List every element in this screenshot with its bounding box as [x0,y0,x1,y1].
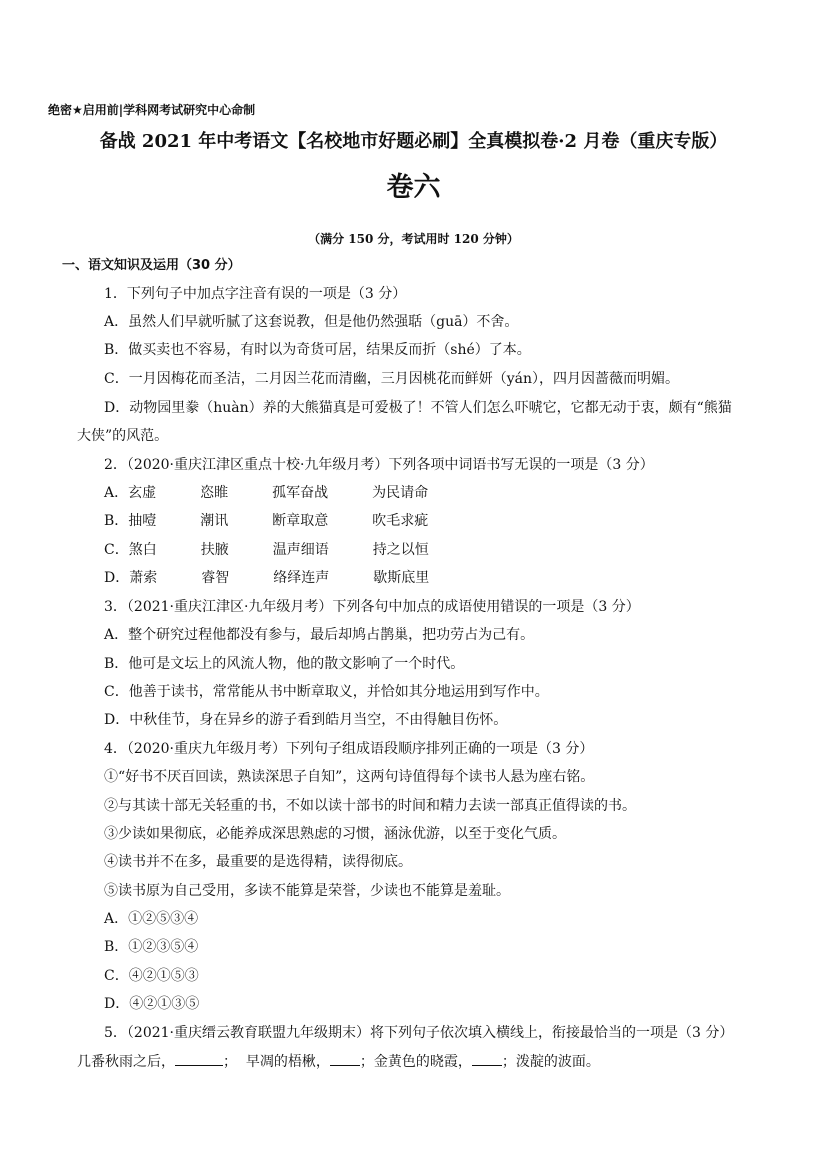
word: 歇斯底里 [373,570,430,586]
word: 萧索 [129,570,158,586]
question-1-option-c: C．一月因梅花而圣洁，二月因兰花而清幽，三月因桃花而鲜妍（yán），四月因蔷薇而明媚。 [104,371,679,387]
question-4-sentence-3: ③少读如果彻底，必能养成深思熟虑的习惯，涵泳优游，以至于变化气质。 [104,826,566,842]
question-2-option-c [104,541,429,559]
question-5-stem: 5．（2021·重庆缙云教育联盟九年级期末）将下列句子依次填入横线上，衔接最恰当的一项是（3 分） [104,1025,734,1041]
question-4-sentence-5: ⑤读书原为自己受用，多读不能算是荣誉，少读也不能算是羞耻。 [104,883,510,899]
word: 孤军奋战 [272,485,329,501]
question-1-option-d-continued: 大侠”的风范。 [77,428,169,444]
question-1-stem: 1．下列句子中加点字注音有误的一项是（3 分） [104,286,407,302]
question-3-option-c: C．他善于读书，常常能从书中断章取义，并恰如其分地运用到写作中。 [104,684,549,700]
question-2-stem: 2．（2020·重庆江津区重点十校·九年级月考）下列各项中词语书写无误的一项是（3 分） [104,457,654,473]
question-4-option-a: A．①②⑤③④ [104,911,199,927]
question-2-option-a [104,484,428,502]
passage-text: ；金黄色的晓霞， [359,1054,472,1070]
paper-subtitle: 卷六 [386,172,441,203]
question-3-stem: 3．（2021·重庆江津区·九年级月考）下列各句中加点的成语使用错误的一项是（3 分） [104,599,640,615]
passage-text: ；泼靛的波面。 [501,1054,600,1070]
word: 扶腋 [200,542,229,558]
passage-text: 几番秋雨之后， [77,1054,175,1070]
section-heading: 一、语文知识及运用（30 分） [62,258,241,273]
score-time-note: （满分 150 分，考试用时 120 分钟） [308,232,519,246]
question-4-option-d: D．④②①③⑤ [104,996,200,1012]
word: 抽噎 [128,513,157,529]
question-1-option-a: A．虽然人们早就听腻了这套说教，但是他仍然强聒（guā）不舍。 [104,314,519,330]
option-label: B． [104,513,129,529]
exam-title: 备战 2021 年中考语文【名校地市好题必刷】全真模拟卷·2 月卷（重庆专版） [99,131,728,152]
question-3-option-b: B．他可是文坛上的风流人物，他的散文影响了一个时代。 [104,656,465,672]
question-4-sentence-4: ④读书并不在多，最重要的是选得精，读得彻底。 [104,854,412,870]
question-2-option-d [104,569,429,587]
question-4-option-b: B．①②③⑤④ [104,939,199,955]
word: 持之以恒 [372,542,429,558]
fill-blank-1 [175,1052,223,1066]
word: 潮讯 [200,513,229,529]
fill-blank-3 [472,1052,502,1066]
question-4-stem: 4．（2020·重庆九年级月考）下列句子组成语段顺序排列正确的一项是（3 分） [104,741,594,757]
question-5-passage [77,1052,600,1071]
confidential-label: 绝密★启用前|学科网考试研究中心命制 [48,103,256,117]
question-1-option-d: D．动物园里豢（huàn）养的大熊猫真是可爱极了！不管人们怎么吓唬它，它都无动于衷，颇有“熊猫 [104,400,732,416]
passage-text: ； [223,1054,237,1070]
word: 睿智 [201,570,230,586]
question-4-sentence-2: ②与其读十部无关轻重的书，不如以读十部书的时间和精力去读一部真正值得读的书。 [104,798,636,814]
option-label: C． [104,542,129,558]
word: 断章取意 [272,513,329,529]
question-3-option-d: D．中秋佳节，身在异乡的游子看到皓月当空，不由得触目伤怀。 [104,712,508,728]
question-2-option-b [104,512,428,530]
question-3-option-a: A．整个研究过程他都没有参与，最后却鸠占鹊巢，把功劳占为己有。 [104,627,535,643]
option-label: A． [104,485,129,501]
question-1-option-b: B．做买卖也不容易，有时以为奇货可居，结果反而折（shé）了本。 [104,342,531,358]
word: 温声细语 [272,542,329,558]
word: 为民请命 [372,485,429,501]
option-label: D． [104,570,130,586]
fill-blank-2 [330,1052,360,1066]
passage-text: 早凋的梧楸， [245,1054,330,1070]
question-4-sentence-1: ①“好书不厌百回读，熟读深思子自知”，这两句诗值得每个读书人悬为座右铭。 [104,769,595,785]
word: 络绎连声 [273,570,330,586]
word: 恣睢 [200,485,229,501]
word: 玄虚 [128,485,157,501]
question-4-option-c: C．④②①⑤③ [104,968,199,984]
word: 煞白 [128,542,157,558]
word: 吹毛求疵 [372,513,429,529]
